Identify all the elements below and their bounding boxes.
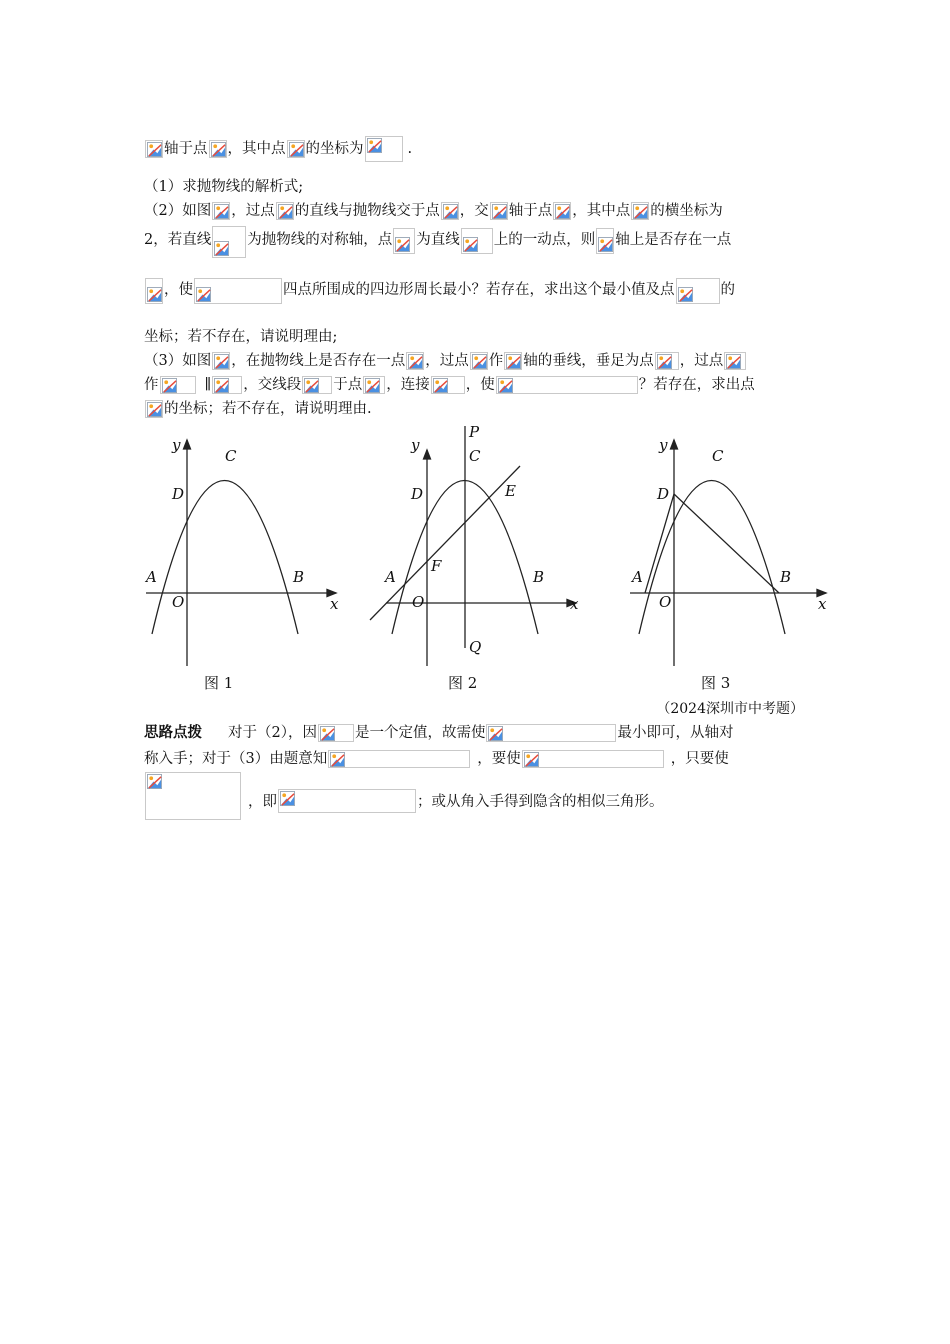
figure-2-caption: 图 2 <box>448 674 478 692</box>
broken-image-icon <box>214 354 229 369</box>
text-run: ？若存在，求出点 <box>638 377 755 393</box>
label-B: B <box>293 568 305 586</box>
label-A: A <box>385 568 396 586</box>
text-run: ，要使 <box>477 751 521 767</box>
formula-image <box>655 352 679 370</box>
label-E: E <box>505 482 516 500</box>
formula-image <box>209 140 227 158</box>
broken-image-icon <box>488 726 503 741</box>
broken-image-icon <box>214 378 229 393</box>
broken-image-icon <box>657 354 672 369</box>
broken-image-icon <box>304 378 319 393</box>
text-run: ，在抛物线上是否存在一点 <box>231 353 406 369</box>
formula-image <box>328 750 470 768</box>
formula-image <box>461 228 493 254</box>
label-y: y <box>659 436 668 454</box>
label-A: A <box>146 568 157 586</box>
hint-line-3 <box>144 772 806 822</box>
text-run: （3）如图 <box>144 353 212 369</box>
text-run: 作 <box>488 353 504 369</box>
label-D: D <box>411 485 424 503</box>
line-AE <box>370 466 520 620</box>
text-run: ，过点 <box>231 203 275 219</box>
formula-image <box>470 352 488 370</box>
formula-image <box>302 376 332 394</box>
broken-image-icon <box>196 287 211 302</box>
broken-image-icon <box>147 142 162 157</box>
text-run: ，即 <box>248 794 277 810</box>
text-run: 称入手；对于（3）由题意知 <box>144 751 328 767</box>
broken-image-icon <box>214 204 229 219</box>
formula-image <box>212 202 230 220</box>
text-run: 2，若直线 <box>144 232 212 248</box>
broken-image-icon <box>633 204 648 219</box>
broken-image-icon <box>320 726 335 741</box>
text-run: ，只要使 <box>670 751 729 767</box>
text-run: 轴于点 <box>508 203 553 219</box>
broken-image-icon <box>289 142 304 157</box>
formula-image <box>486 724 616 742</box>
hint-line-2 <box>144 748 806 770</box>
text-run: ；或从角入手得到隐含的相似三角形。 <box>417 794 664 810</box>
question-3-line-2 <box>144 374 806 396</box>
formula-image <box>318 724 354 742</box>
text-line-1 <box>144 136 806 162</box>
broken-image-icon <box>214 241 229 256</box>
question-2-line-3 <box>144 278 806 304</box>
text-run: 的直线与抛物线交于点 <box>294 203 440 219</box>
label-D: D <box>172 485 185 503</box>
broken-image-icon <box>367 138 382 153</box>
question-3-line-1 <box>144 350 806 372</box>
label-O: O <box>172 593 185 611</box>
formula-image <box>490 202 508 220</box>
hint-title: 思路点拨 <box>144 724 202 741</box>
formula-image <box>631 202 649 220</box>
label-y: y <box>172 436 181 454</box>
text-run: 为直线 <box>416 232 460 248</box>
text-run: 对于（2），因 <box>228 725 317 741</box>
formula-image <box>431 376 465 394</box>
text-run: 四点所围成的四边形周长最小？若存在，求出这个最小值及点 <box>283 282 675 298</box>
formula-image <box>287 140 305 158</box>
broken-image-icon <box>408 354 423 369</box>
formula-image <box>160 376 196 394</box>
problem-source: （2024深圳市中考题） <box>656 701 804 717</box>
formula-image <box>724 352 746 370</box>
broken-image-icon <box>147 402 162 417</box>
label-x: x <box>818 595 827 613</box>
text-run: 的坐标为 <box>305 141 364 157</box>
broken-image-icon <box>524 752 539 767</box>
broken-image-icon <box>555 204 570 219</box>
formula-image <box>393 228 415 254</box>
y-axis-arrow <box>671 440 678 449</box>
formula-image <box>441 202 459 220</box>
label-Q: Q <box>469 638 482 656</box>
figure-1-caption: 图 1 <box>204 674 234 692</box>
formula-image <box>145 400 163 418</box>
formula-image <box>365 136 403 162</box>
text-run: 最小即可，从轴对 <box>617 725 734 741</box>
segment-DB <box>674 494 779 593</box>
figures <box>0 420 950 700</box>
label-A: A <box>632 568 643 586</box>
broken-image-icon <box>678 287 693 302</box>
question-2-line-1 <box>144 200 806 222</box>
formula-image <box>145 278 163 304</box>
broken-image-icon <box>463 237 478 252</box>
broken-image-icon <box>147 287 162 302</box>
text-run: 的横坐标为 <box>650 203 723 219</box>
label-D: D <box>657 485 670 503</box>
text-run: ，过点 <box>425 353 469 369</box>
figure-3 <box>630 440 826 666</box>
text-run: （2）如图 <box>144 203 212 219</box>
y-axis-arrow <box>184 440 191 449</box>
label-O: O <box>659 593 672 611</box>
label-B: B <box>533 568 545 586</box>
text-run: ，其中点 <box>572 203 631 219</box>
label-C: C <box>225 447 237 465</box>
label-O: O <box>412 593 425 611</box>
broken-image-icon <box>280 791 295 806</box>
label-P: P <box>469 423 480 441</box>
formula-image <box>676 278 720 304</box>
formula-image <box>145 140 163 158</box>
question-3-line-3 <box>144 398 806 420</box>
figure-3-caption: 图 3 <box>701 674 731 692</box>
formula-image <box>145 772 241 820</box>
figure-1 <box>146 440 336 666</box>
text-run: ，其中点 <box>227 141 286 157</box>
text-run: 轴上是否存在一点 <box>615 232 732 248</box>
text-run: ∥ <box>204 377 212 393</box>
formula-image <box>406 352 424 370</box>
y-axis-arrow <box>424 450 431 459</box>
formula-image <box>278 789 416 813</box>
question-2-line-4 <box>144 326 806 348</box>
text-run: 坐标；若不存在，请说明理由; <box>144 329 338 345</box>
formula-image <box>194 278 282 304</box>
text-run: ，使 <box>164 282 193 298</box>
formula-image <box>212 352 230 370</box>
broken-image-icon <box>395 237 410 252</box>
formula-image <box>596 228 614 254</box>
label-C: C <box>469 447 481 465</box>
text-run: 于点 <box>333 377 363 393</box>
label-x: x <box>570 595 579 613</box>
broken-image-icon <box>330 752 345 767</box>
text-run: ，交 <box>459 203 489 219</box>
broken-image-icon <box>147 774 162 789</box>
broken-image-icon <box>506 354 521 369</box>
broken-image-icon <box>278 204 293 219</box>
text-run: 轴的垂线，垂足为点 <box>523 353 654 369</box>
text-run: 轴于点 <box>164 141 208 157</box>
formula-image <box>212 376 242 394</box>
text-run: . <box>407 141 413 157</box>
formula-image <box>363 376 385 394</box>
label-C: C <box>712 447 724 465</box>
formula-image <box>522 750 664 768</box>
text-run: ，过点 <box>679 353 724 369</box>
broken-image-icon <box>365 378 380 393</box>
question-2-line-2 <box>144 226 806 258</box>
label-y: y <box>411 436 420 454</box>
broken-image-icon <box>443 204 458 219</box>
text-run: 上的一动点，则 <box>493 232 596 248</box>
text-run: 的坐标；若不存在，请说明理由. <box>164 401 372 417</box>
broken-image-icon <box>211 142 226 157</box>
formula-image <box>553 202 571 220</box>
text-run: ，使 <box>465 377 495 393</box>
text-run: 是一个定值，故需使 <box>354 725 486 741</box>
question-1 <box>144 176 806 198</box>
broken-image-icon <box>162 378 177 393</box>
formula-image <box>504 352 522 370</box>
broken-image-icon <box>726 354 741 369</box>
label-F: F <box>431 557 442 575</box>
text-run: （1）求抛物线的解析式; <box>144 179 304 195</box>
segment-AD <box>645 494 674 593</box>
text-run: 的 <box>720 282 735 298</box>
text-run: 为抛物线的对称轴，点 <box>247 232 393 248</box>
broken-image-icon <box>472 354 487 369</box>
broken-image-icon <box>498 378 513 393</box>
broken-image-icon <box>492 204 507 219</box>
formula-image <box>212 226 246 258</box>
broken-image-icon <box>433 378 448 393</box>
label-B: B <box>780 568 792 586</box>
formula-image <box>496 376 638 394</box>
label-x: x <box>330 595 339 613</box>
broken-image-icon <box>598 237 613 252</box>
text-run: ，交线段 <box>243 377 302 393</box>
formula-image <box>276 202 294 220</box>
text-run: ，连接 <box>386 377 430 393</box>
text-run: 作 <box>144 377 159 393</box>
hint-line-1 <box>144 722 806 744</box>
